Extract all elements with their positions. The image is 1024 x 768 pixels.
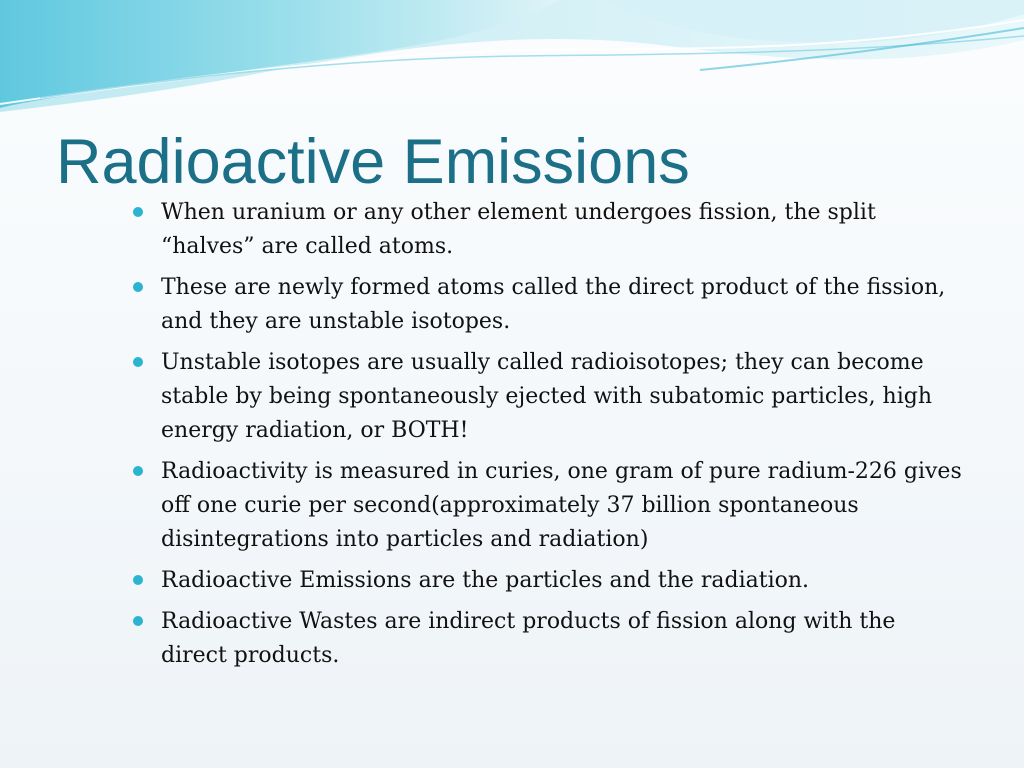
slide-title: Radioactive Emissions: [56, 127, 690, 197]
bullet-dot-icon: [133, 575, 143, 585]
bullet-text: When uranium or any other element undergoes fission, the split “halves” are called atoms.: [161, 200, 876, 259]
decorative-wave-banner: [0, 0, 1024, 130]
bullet-dot-icon: [133, 282, 143, 292]
bullet-item: [133, 605, 963, 673]
bullet-item: [133, 271, 963, 339]
bullet-text: Radioactive Emissions are the particles and the radiation.: [161, 568, 810, 593]
bullet-dot-icon: [133, 466, 143, 476]
bullet-text: Unstable isotopes are usually called radioisotopes; they can become stable by being spontaneously ejected with subatomic particles, high energy radiation, or BOTH!: [161, 350, 933, 443]
bullet-text: These are newly formed atoms called the direct product of the fission, and they are unstable isotopes.: [161, 275, 946, 334]
bullet-dot-icon: [133, 207, 143, 217]
bullet-list: [133, 196, 963, 680]
bullet-item: [133, 346, 963, 448]
bullet-dot-icon: [133, 357, 143, 367]
bullet-text: Radioactivity is measured in curies, one gram of pure radium-226 gives off one curie per second(approximately 37 billion spontaneous disintegrations into particles and radiation): [161, 459, 962, 552]
bullet-text: Radioactive Wastes are indirect products of fission along with the direct products.: [161, 609, 896, 668]
bullet-item: [133, 196, 963, 264]
bullet-item: [133, 455, 963, 557]
bullet-item: [133, 564, 963, 598]
bullet-dot-icon: [133, 616, 143, 626]
